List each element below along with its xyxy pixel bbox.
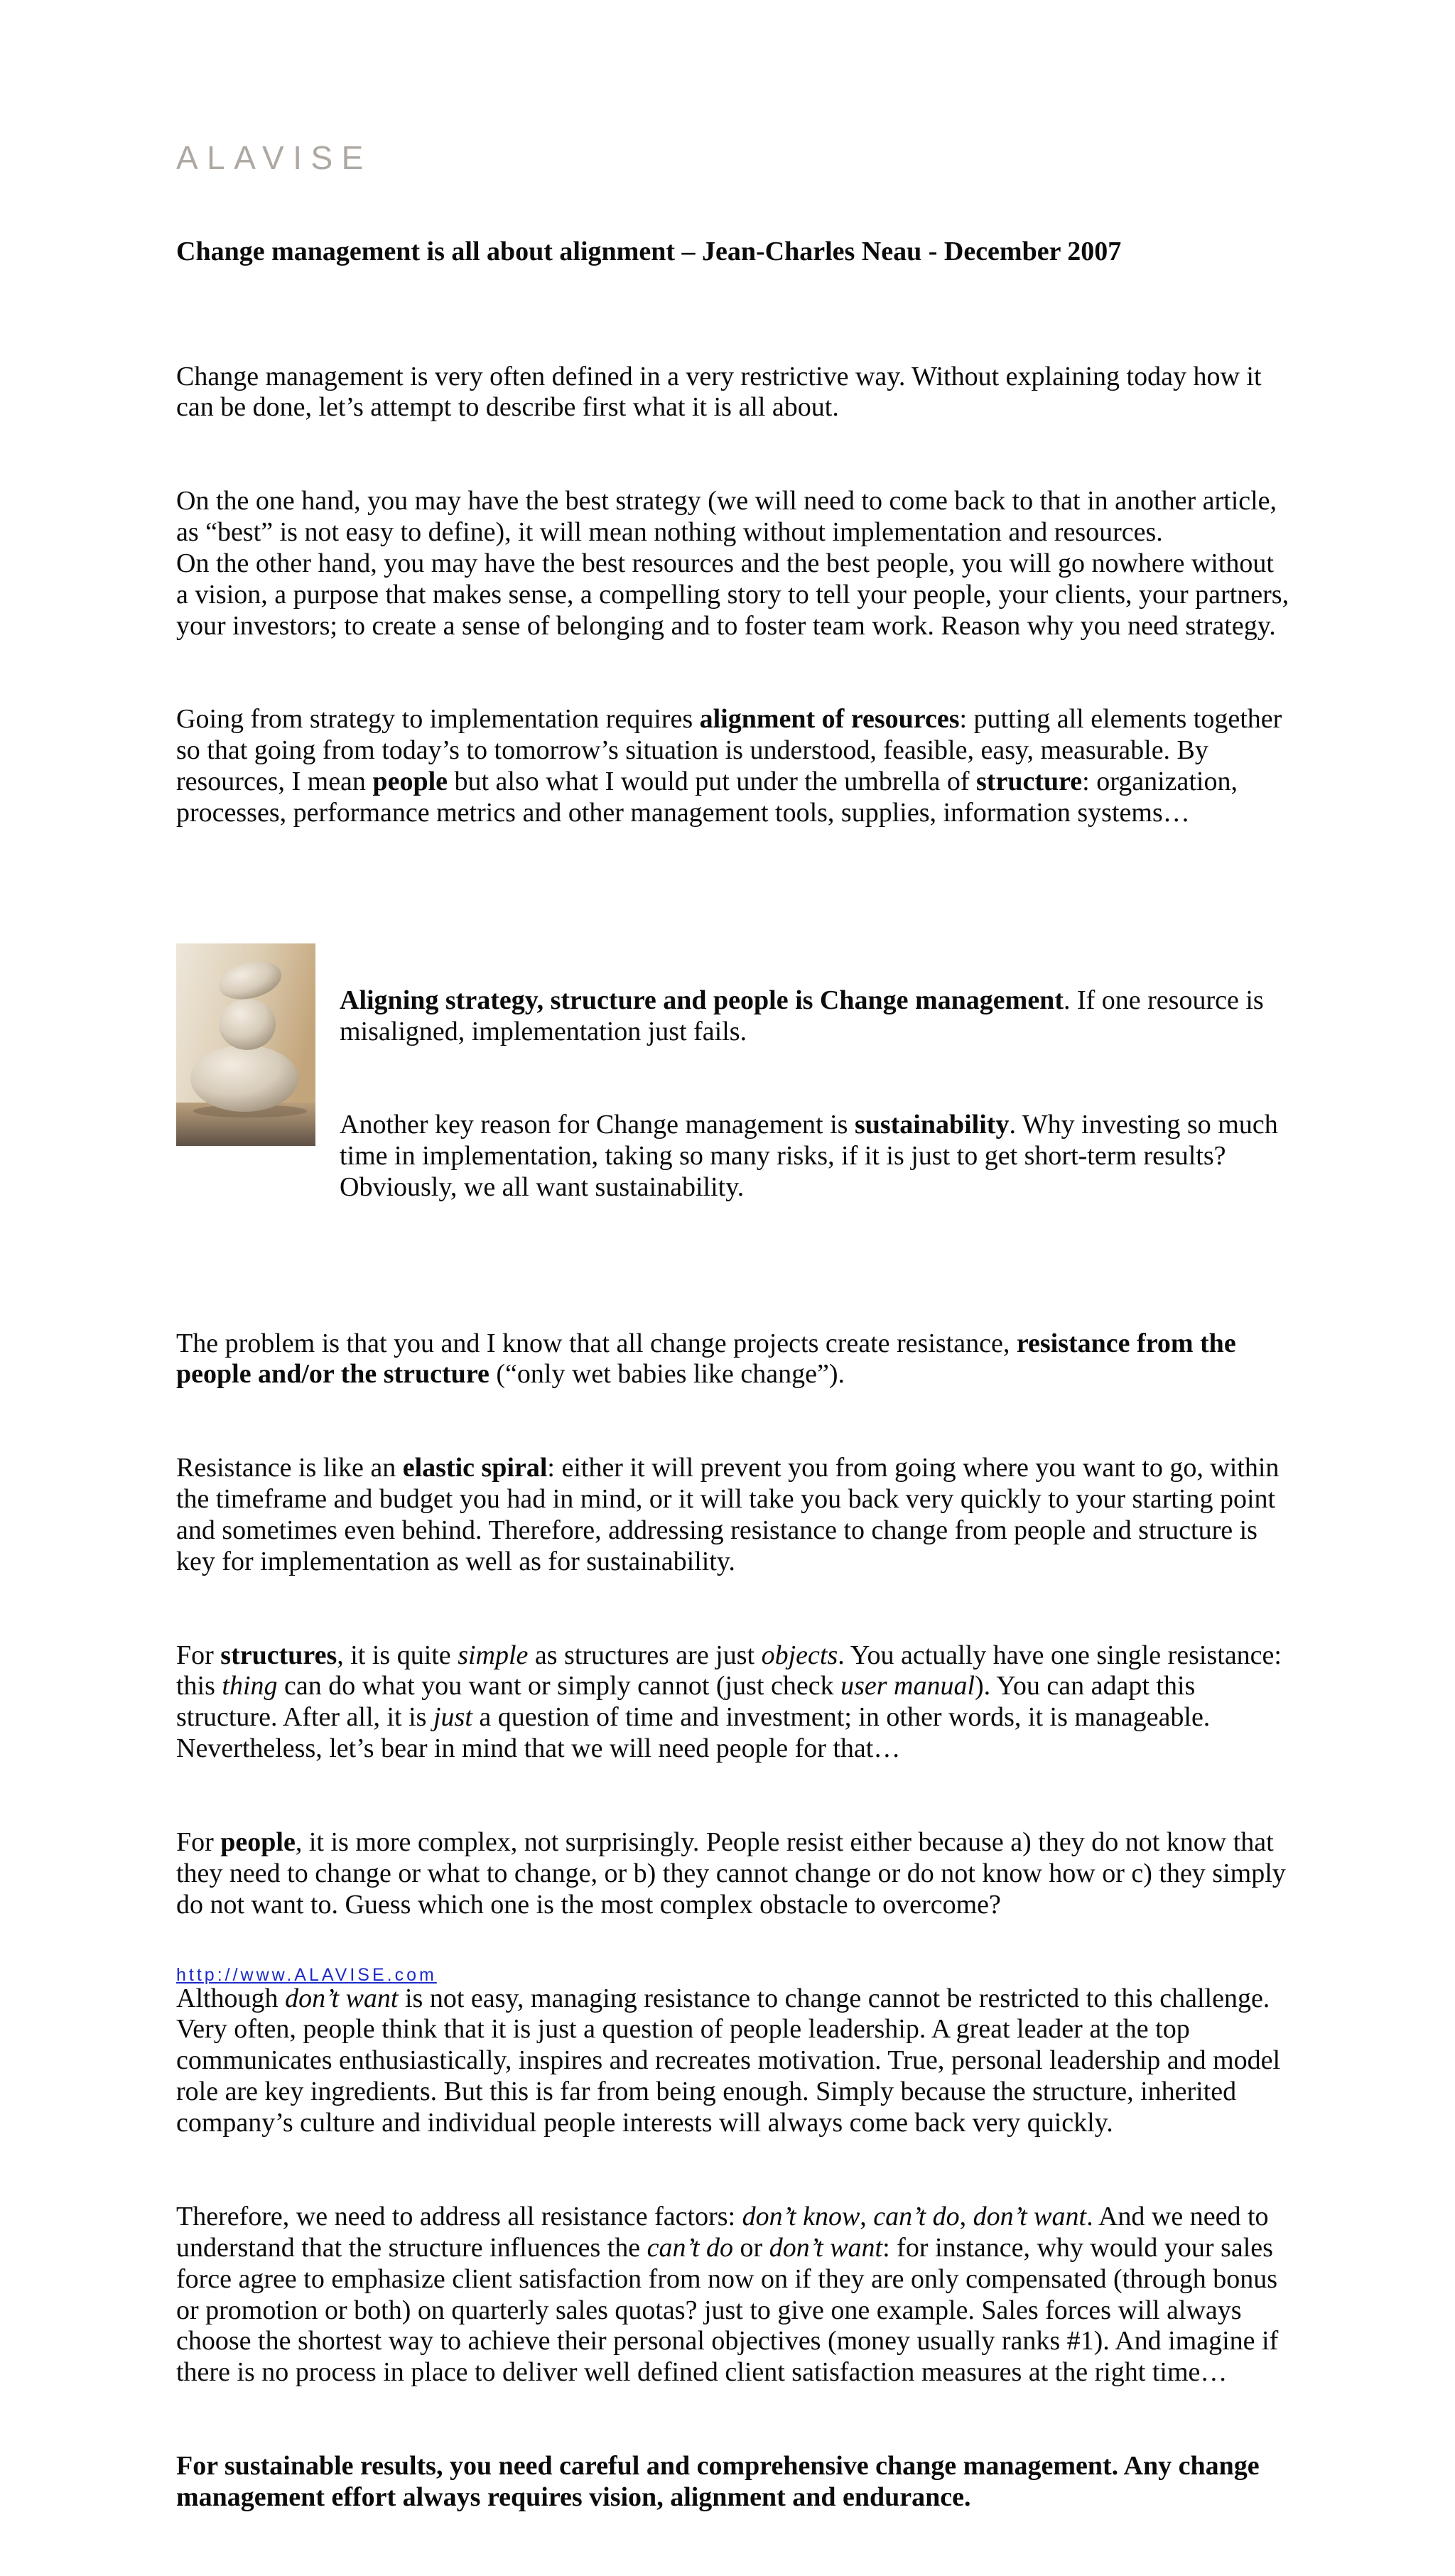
bold-text: alignment of resources [699, 704, 960, 735]
text-run: : organization, processes, performance metrics and other management tools, supplies, information systems… [176, 767, 1238, 828]
italic-text: don’t want [769, 2232, 883, 2263]
text-run: but also what I would put under the umbrella of [448, 767, 977, 797]
paragraph-resistance [176, 1453, 1348, 1578]
paragraph-strategy [176, 486, 1348, 642]
paragraph-conclusion [176, 2451, 1348, 2513]
text-run: ). You can adapt this structure. After all, it is [176, 1671, 1196, 1733]
text-run: : putting all elements together so that going from today’s to tomorrow’s situation is understood, feasible, easy, measurable. By resources, I mean [176, 704, 1282, 797]
text-run: a question of time and investment; in other words, it is manageable. Nevertheless, let’s bear in mind that we will need people for that… [176, 1702, 1211, 1764]
bold-text: people [220, 1827, 296, 1857]
bold-text: sustainability [854, 1110, 1010, 1140]
text-run: Resistance is like an [176, 1453, 403, 1483]
bold-text: structure [976, 767, 1083, 797]
website-link[interactable]: http://www.ALAVISE.com [176, 1965, 437, 1985]
text-run: , it is more complex, not surprisingly. People resist either because a) they do not know that they need to change or what to change, or b) they cannot change or do not know how or c) they simply do not want to. Guess which one is the most complex obstacle to overcome? [176, 1827, 1286, 1920]
text-run: Another key reason for Change management is [340, 1110, 855, 1140]
text-run: Therefore, we need to address all resistance factors: [176, 2201, 742, 2231]
italic-text: just [433, 1702, 472, 1733]
text-run: , [959, 2201, 973, 2231]
text-run: . You actually have one single resistance: this [176, 1640, 1282, 1701]
middle-stone [219, 999, 276, 1050]
text-run: Going from strategy to implementation requires [176, 704, 700, 735]
text-run: For [176, 1827, 221, 1857]
italic-text: objects [761, 1640, 838, 1670]
text-run: . If one resource is misaligned, implementation just fails. [340, 985, 1264, 1046]
article-body [176, 205, 1348, 2576]
italic-text: user manual [840, 1671, 975, 1701]
bold-text: structures [220, 1640, 337, 1670]
paragraph-leadership [176, 1984, 1348, 2140]
text-run: For [176, 1640, 221, 1670]
text-run: as structures are just [528, 1640, 762, 1670]
paragraph-problem [176, 1328, 1348, 1391]
bold-text: people [372, 767, 448, 797]
bottom-stone [190, 1045, 298, 1112]
text-run: , [860, 2201, 874, 2231]
text-run: is not easy, managing resistance to change cannot be restricted to this challenge. Very often, people think that it is just a question of people leadership. A great leader at the top communicates enthusiastically, inspires and recreates motivation. True, personal leadership and model role are key ingredients. But this is far from being enough. Simply because the structure, inherited company’s culture and individual people interests will always come back very quickly. [176, 1983, 1281, 2138]
bold-text: elastic spiral [402, 1453, 548, 1483]
stones-illustration [176, 943, 315, 1146]
alavise-logo: ALAVISE [176, 139, 372, 176]
text-run: can do what you want or simply cannot (just check [277, 1671, 841, 1701]
italic-text: don’t know [742, 2201, 860, 2231]
text-run: On the one hand, you may have the best strategy (we will need to come back to that in another article, as “best” is not easy to define), it will mean nothing without implementation and resources. On the other hand, you may have the best resources and the best people, you will go nowhere without a vision, a purpose that makes sense, a compelling story to tell your people, your clients, your partners, your investors; to create a sense of belonging and to foster team work. Reason why you need strategy. [176, 486, 1289, 641]
text-run: . Why investing so much time in implementation, taking so many risks, if it is just to get short-term results? Obviously, we all want sustainability. [340, 1110, 1278, 1203]
paragraph-change-management-definition [340, 985, 1348, 1048]
paragraph-structures [176, 1640, 1348, 1765]
text-run: Although [176, 1983, 286, 2013]
italic-text: don’t want [973, 2201, 1087, 2231]
paragraph-intro [176, 362, 1348, 424]
paragraph-resistance-factors [176, 2202, 1348, 2388]
text-run: Change management is very often defined in a very restrictive way. Without explaining today how it can be done, let’s attempt to describe first what it is all about. [176, 361, 1262, 423]
italic-text: simple [458, 1640, 529, 1670]
text-run: : either it will prevent you from going where you want to go, within the timeframe and budget you had in mind, or it will take you back very quickly to your starting point and sometimes even behind. Therefore, addressing resistance to change from people and structure is key for implementation as well as for sustainability. [176, 1453, 1280, 1576]
text-run: : for instance, why would your sales force agree to emphasize client satisfaction from now on if they are only compensated (through bonus or promotion or both) on quarterly sales quotas? just to give one example. Sales forces will always choose the shortest way to achieve their personal objectives (money usually ranks #1). And imagine if there is no process in place to deliver well defined client satisfaction measures at the right time… [176, 2232, 1279, 2388]
bold-text: Aligning strategy, structure and people is Change management [340, 985, 1064, 1015]
italic-text: thing [222, 1671, 278, 1701]
italic-text: don’t want [285, 1983, 399, 2013]
bold-text: For sustainable results, you need careful and comprehensive change management. Any change management effort always requires vision, alignment and endurance. [176, 2451, 1260, 2512]
text-run: or [733, 2232, 769, 2263]
text-run: , it is quite [337, 1640, 458, 1670]
bold-text: resistance from the people and/or the structure [176, 1328, 1236, 1390]
paragraph-sustainability [340, 1110, 1348, 1203]
text-run: . And we need to understand that the structure influences the [176, 2201, 1269, 2263]
text-run: (“only wet babies like change”). [489, 1359, 845, 1390]
text-run: The problem is that you and I know that all change projects create resistance, [176, 1328, 1017, 1358]
italic-text: can’t do [647, 2232, 734, 2263]
stacked-stones-photo [176, 912, 315, 1115]
article-title: Change management is all about alignment – Jean-Charles Neau - December 2007 [176, 236, 1122, 266]
paragraph-people [176, 1827, 1348, 1921]
paragraph-alignment-of-resources [176, 704, 1348, 829]
italic-text: can’t do [873, 2201, 960, 2231]
figure-block [176, 923, 1348, 1266]
